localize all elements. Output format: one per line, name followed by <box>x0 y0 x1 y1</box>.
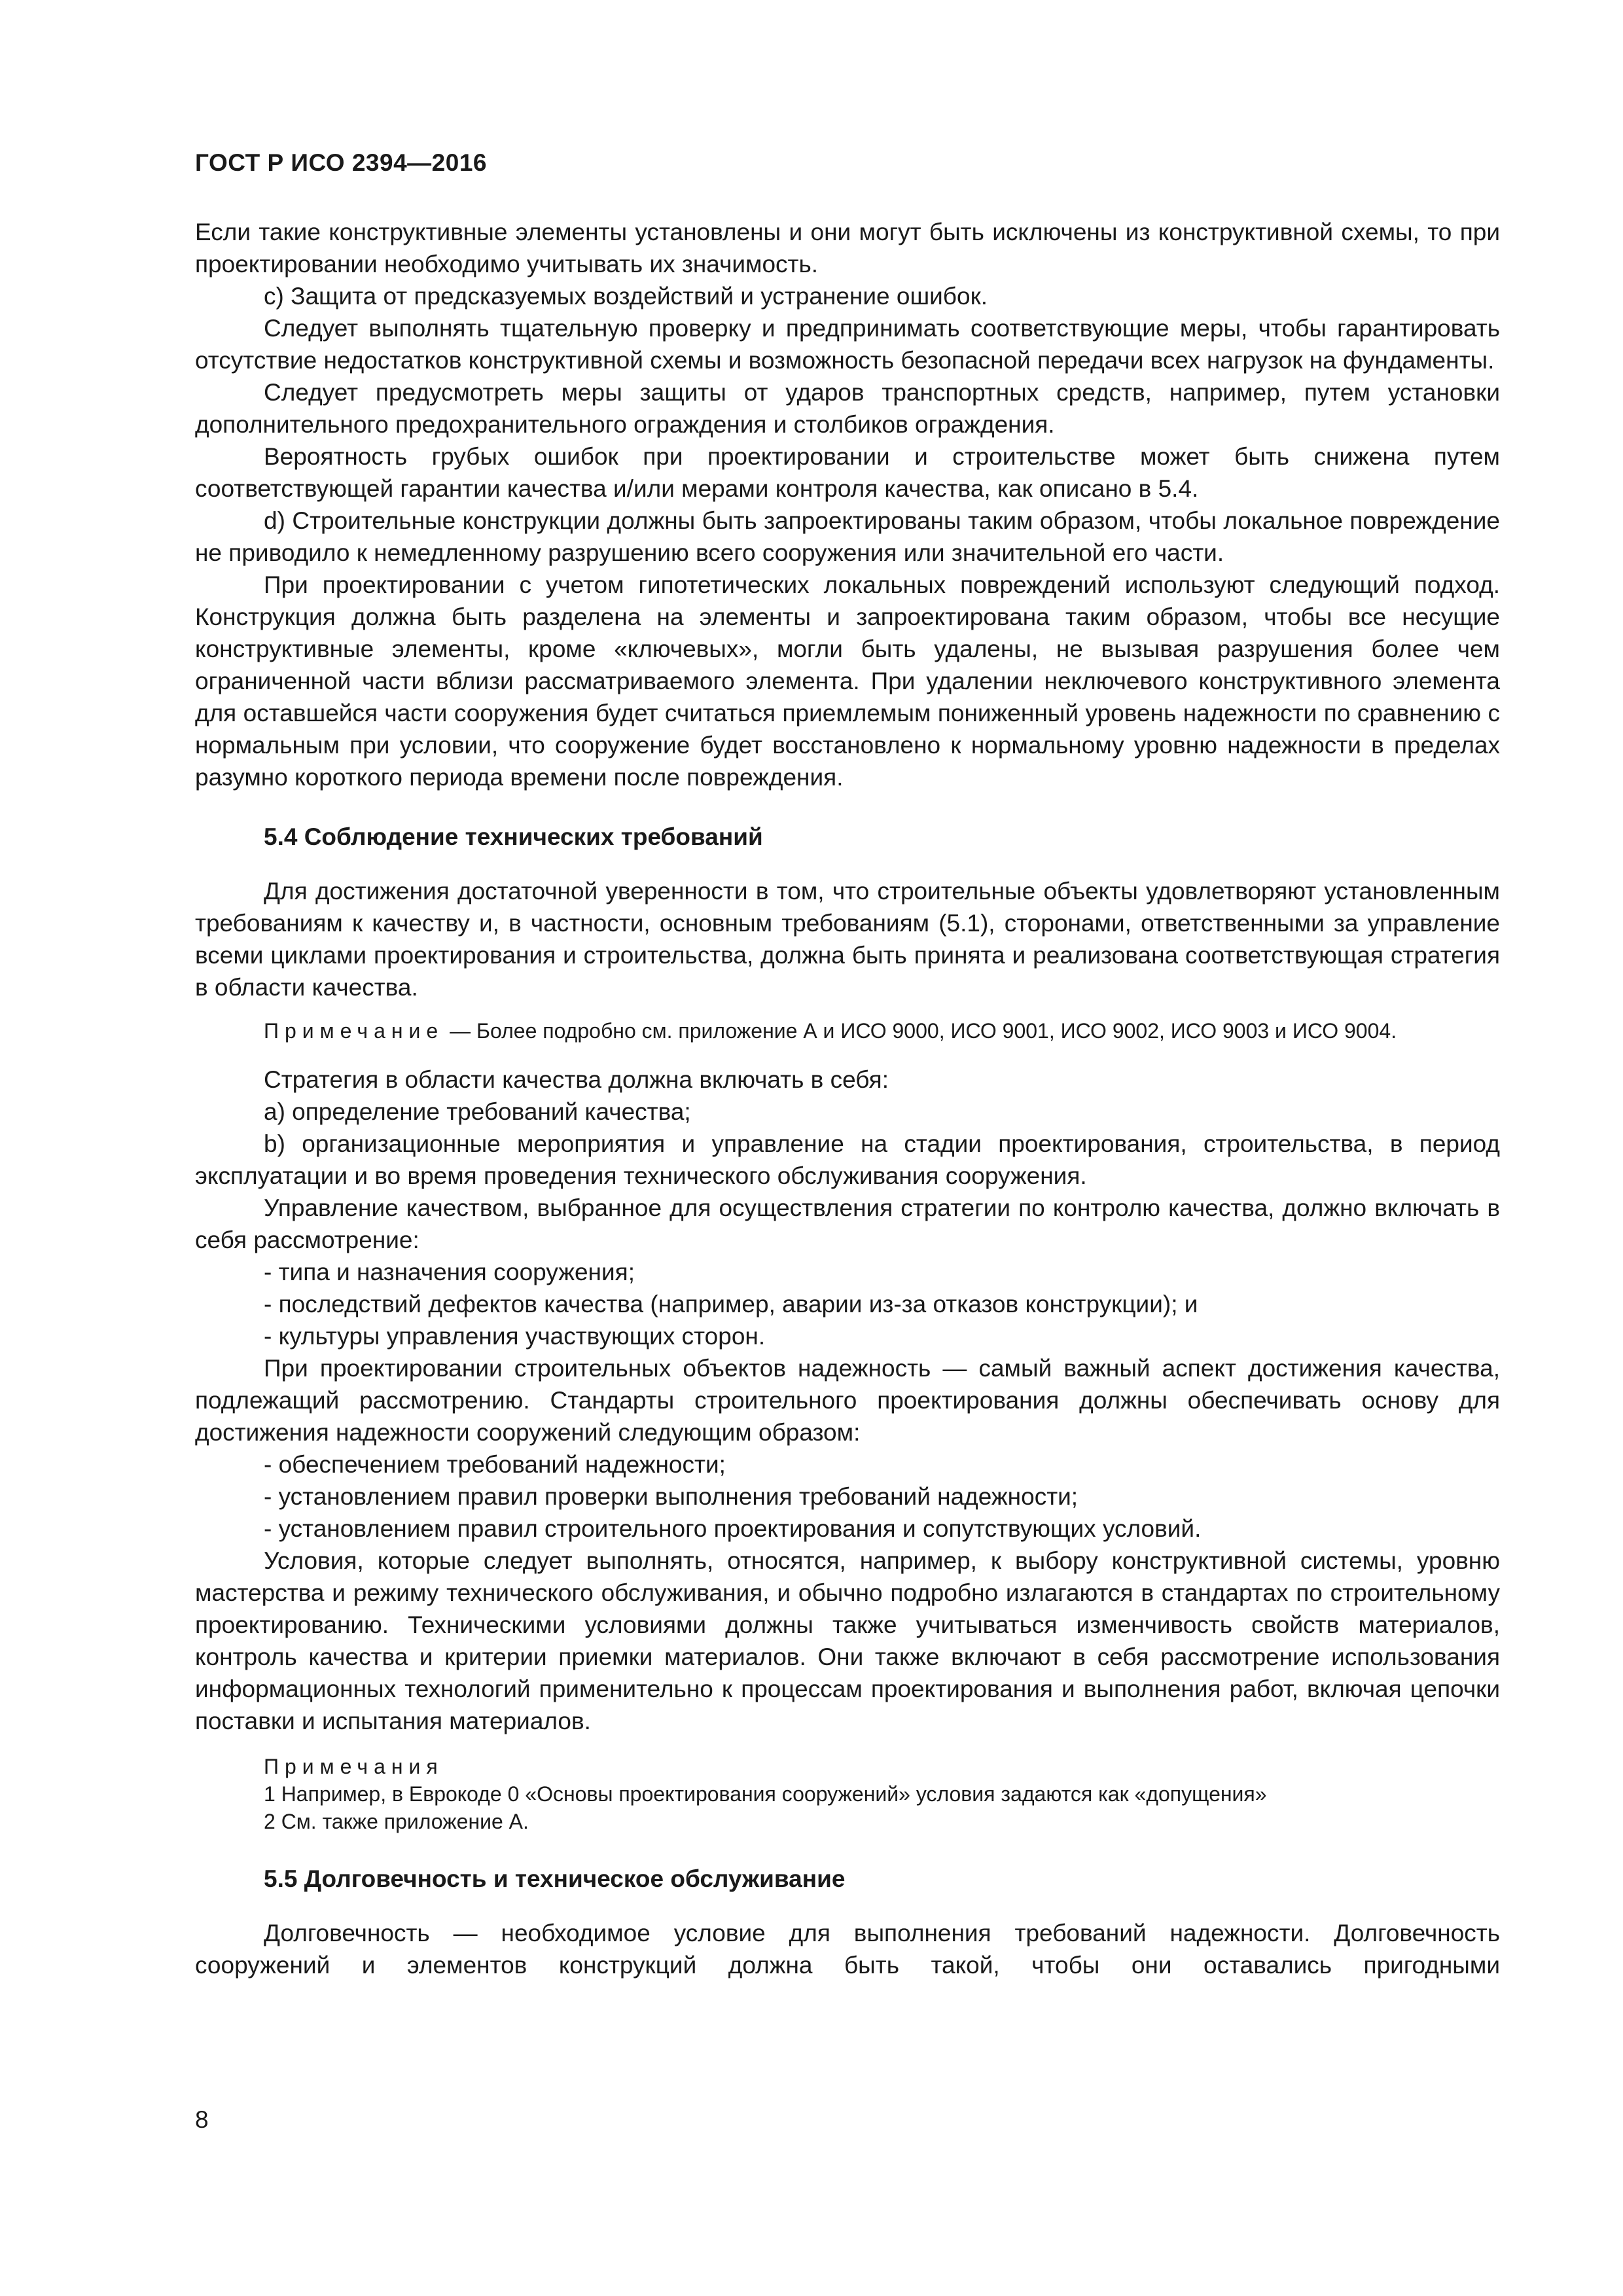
list-item-a: a) определение требований качества; <box>264 1098 691 1125</box>
paragraph: Следует предусмотреть меры защиты от ударов транспортных средств, например, путем установки дополнительного предохранительного ограждения и столбиков ограждения. <box>195 379 1500 438</box>
list-item-c: c) Защита от предсказуемых воздействий и устранение ошибок. <box>264 283 988 310</box>
paragraph: Стратегия в области качества должна включать в себя: <box>264 1066 889 1093</box>
paragraph: Управление качеством, выбранное для осуществления стратегии по контролю качества, должно включать в себя рассмотрение: <box>195 1194 1500 1253</box>
note-label: Примечание <box>264 1019 444 1043</box>
list-item: - культуры управления участвующих сторон. <box>264 1323 766 1350</box>
paragraph: Долговечность — необходимое условие для выполнения требований надежности. Долговечность сооружений и элементов конструкций должна быть такой, чтобы они оставались пригодными <box>195 1920 1500 1979</box>
paragraph: Условия, которые следует выполнять, относятся, например, к выбору конструктивной системы, уровню мастерства и режиму технического обслуживания, и обычно подробно излагаются в стандартах по строительному проектированию. Техническими условиями должны также учитываться изменчивость свойств материалов, контроль качества и критерии приемки материалов. Они также включают в себя рассмотрение использования информационных технологий применительно к процессам проектирования и выполнения работ, включая цепочки поставки и испытания материалов. <box>195 1547 1500 1734</box>
list-item: - установлением правил проверки выполнения требований надежности; <box>264 1483 1079 1510</box>
note <box>195 1016 1500 1045</box>
list-item: - последствий дефектов качества (например, аварии из-за отказов конструкции); и <box>264 1291 1198 1318</box>
page-number: 8 <box>195 2106 209 2133</box>
paragraph: Следует выполнять тщательную проверку и предпринимать соответствующие меры, чтобы гарантировать отсутствие недостатков конструктивной схемы и возможность безопасной передачи всех нагрузок на фундаменты. <box>195 315 1500 374</box>
paragraph: Для достижения достаточной уверенности в том, что строительные объекты удовлетворяют установленным требованиям к качеству и, в частности, основным требованиям (5.1), сторонами, ответственными за управление всеми циклами проектирования и строительства, должна быть принята и реализована соответствующая стратегия в области качества. <box>195 878 1500 1001</box>
list-item: - установлением правил строительного проектирования и сопутствующих условий. <box>264 1515 1202 1542</box>
document-code: ГОСТ Р ИСО 2394—2016 <box>195 149 487 176</box>
list-item: - типа и назначения сооружения; <box>264 1259 635 1285</box>
note-item: 1 Например, в Еврокоде 0 «Основы проектирования сооружений» условия задаются как «допущения» <box>264 1782 1267 1806</box>
note-item: 2 См. также приложение А. <box>264 1810 529 1833</box>
section-heading-5-5: 5.5 Долговечность и техническое обслуживание <box>264 1865 846 1892</box>
paragraph: Вероятность грубых ошибок при проектировании и строительстве может быть снижена путем соответствующей гарантии качества и/или мерами контроля качества, как описано в 5.4. <box>195 443 1500 502</box>
paragraph: Если такие конструктивные элементы установлены и они могут быть исключены из конструктивной схемы, то при проектировании необходимо учитывать их значимость. <box>195 219 1500 278</box>
list-item: - обеспечением требований надежности; <box>264 1451 726 1478</box>
page-body <box>195 216 1500 1981</box>
paragraph: При проектировании строительных объектов надежность — самый важный аспект достижения качества, подлежащий рассмотрению. Стандарты строительного проектирования должны обеспечивать основу для достижения надежности сооружений следующим образом: <box>195 1355 1500 1446</box>
note-text: — Более подробно см. приложение А и ИСО 9000, ИСО 9001, ИСО 9002, ИСО 9003 и ИСО 9004. <box>444 1019 1397 1043</box>
list-item-b: b) организационные мероприятия и управление на стадии проектирования, строительства, в период эксплуатации и во время проведения технического обслуживания сооружения. <box>195 1130 1500 1189</box>
paragraph: При проектировании с учетом гипотетических локальных повреждений используют следующий подход. Конструкция должна быть разделена на элементы и запроектирована таким образом, чтобы все несущие конструктивные элементы, кроме «ключевых», могли быть удалены, не вызывая разрушения более чем ограниченной части вблизи рассматриваемого элемента. При удалении неключевого конструктивного элемента для оставшейся части сооружения будет считаться приемлемым пониженный уровень надежности по сравнению с нормальным при условии, что сооружение будет восстановлено к нормальному уровню надежности в пределах разумно короткого периода времени после повреждения. <box>195 571 1500 791</box>
list-item-d: d) Строительные конструкции должны быть запроектированы таким образом, чтобы локальное повреждение не приводило к немедленному разрушению всего сооружения или значительной его части. <box>195 507 1500 566</box>
notes-label: Примечания <box>264 1755 444 1778</box>
section-heading-5-4: 5.4 Соблюдение технических требований <box>264 823 763 850</box>
